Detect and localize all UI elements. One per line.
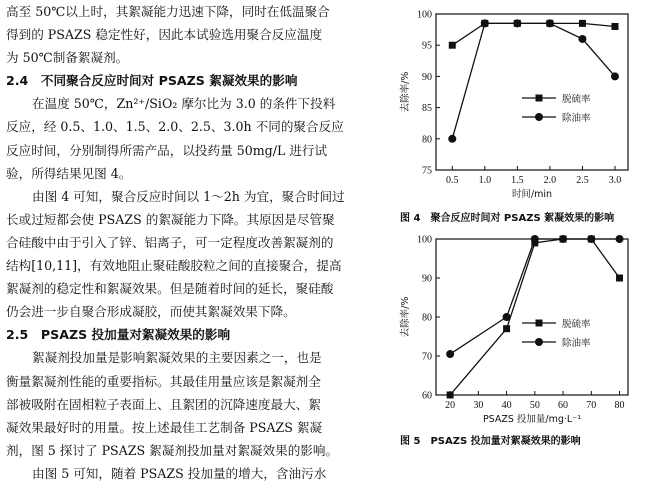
paragraph-line: 凝效果最好时的用量。按上述最佳工艺制备 PSAZS 絮凝 [6,419,323,435]
legend-marker-circle [535,338,543,346]
x-tick-label: 80 [614,400,625,411]
figure-4-chart [396,0,651,200]
section-heading: 2.4 不同聚合反应时间对 PSAZS 絮凝效果的影响 [6,73,298,89]
y-tick-label: 60 [422,390,432,402]
x-tick-label: 40 [501,400,512,411]
x-tick-label: 20 [445,400,456,411]
data-point-square [447,392,454,399]
data-point-circle [587,235,595,243]
x-tick-label: 50 [529,400,540,411]
series-line-2 [450,239,619,354]
x-tick-label: 1.5 [511,175,524,186]
data-point-square [616,275,623,282]
paragraph-line: 得到的 PSAZS 稳定性好，因此本试验选用聚合反应温度 [6,27,323,43]
data-point-circle [513,19,521,27]
legend-label: 脱硫率 [562,319,591,330]
data-point-square [611,23,618,30]
legend-marker-circle [535,113,543,121]
data-point-circle [446,350,454,358]
paragraph-line: 在温度 50℃，Zn²⁺/SiO₂ 摩尔比为 3.0 的条件下投料 [32,96,336,112]
y-tick-label: 90 [422,273,432,285]
x-tick-label: 1.0 [478,175,492,186]
paragraph-line: 验，所得结果见图 4。 [6,165,132,181]
paragraph-line: 由图 5 可知，随着 PSAZS 投加量的增大，含油污水 [32,465,327,481]
data-point-circle [546,19,554,27]
series-line-2 [452,23,615,138]
plot-frame [436,239,628,395]
legend-marker-square [536,95,543,102]
data-point-circle [616,235,624,243]
figure-4-caption: 图 4 聚合反应时间对 PSAZS 絮凝效果的影响 [400,213,615,224]
y-tick-label: 70 [422,351,432,363]
y-tick-label: 100 [417,234,432,246]
figure-5-caption: 图 5 PSAZS 投加量对絮凝效果的影响 [400,436,581,447]
x-tick-label: 3.0 [608,175,622,186]
paragraph-line: 絮凝剂投加量是影响絮凝效果的主要因素之一，也是 [32,350,322,366]
data-point-square [579,20,586,27]
paragraph-line: 结构[10,11]，有效地阻止聚硅酸胶粒之间的直接聚合，提高 [6,258,342,274]
legend-label: 除油率 [562,113,591,124]
x-axis-label: 时间/min [511,189,553,200]
paragraph-line: 部被吸附在固相粒子表面上、且絮团的沉降速度最大、絮 [6,396,321,412]
series-line-1 [450,239,619,395]
y-tick-label: 90 [422,71,432,83]
y-tick-label: 80 [422,134,432,146]
legend-label: 脱硫率 [562,94,591,105]
paragraph-line: 仍会进一步自聚合形成凝胶，而使其絮凝效果下降。 [6,304,296,320]
figure-4 [396,0,651,200]
section-heading: 2.5 PSAZS 投加量对絮凝效果的影响 [6,327,231,343]
data-point-circle [578,35,586,43]
y-tick-label: 95 [422,40,432,52]
paragraph-line: 反应，经 0.5、1.0、1.5、2.0、2.5、3.0h 不同的聚合反应 [6,119,344,135]
x-axis-label: PSAZS 投加量/mg·L⁻¹ [482,414,582,425]
y-tick-label: 85 [422,103,432,115]
series-line-1 [452,23,615,45]
figure-5-chart [396,225,651,425]
body-text-column [6,0,396,485]
paragraph-line: 衡量絮凝剂性能的重要指标。其最佳用量应该是絮凝剂全 [6,373,321,389]
y-axis-label: 去除率/% [400,71,411,113]
paragraph-line: 由图 4 可知，聚合反应时间以 1～2h 为宜，聚合时间过 [32,188,345,204]
data-point-circle [611,72,619,80]
data-point-circle [503,313,511,321]
paragraph-line: 絮凝剂的稳定性和絮凝效果。但是随着时间的延长，聚硅酸 [6,281,334,297]
x-tick-label: 70 [586,400,597,411]
paragraph-line: 反应时间，分别制得所需产品，以投药量 50mg/L 进行试 [6,142,328,158]
paragraph-line: 为 50℃制备絮凝剂。 [6,50,129,66]
data-point-circle [448,135,456,143]
figure-5 [396,225,651,425]
paragraph-line: 长或过短都会使 PSAZS 的絮凝能力下降。其原因是尽管聚 [6,211,335,227]
paragraph-line: 高至 50℃以上时，其絮凝能力迅速下降，同时在低温聚合 [6,4,330,19]
y-tick-label: 100 [417,9,432,21]
x-tick-label: 2.5 [576,175,589,186]
data-point-circle [481,19,489,27]
x-tick-label: 0.5 [446,175,459,186]
legend-marker-square [536,320,543,327]
data-point-circle [531,235,539,243]
x-tick-label: 60 [558,400,569,411]
legend-label: 除油率 [562,338,591,349]
x-tick-label: 2.0 [543,175,557,186]
y-tick-label: 80 [422,312,432,324]
y-axis-label: 去除率/% [400,296,411,338]
data-point-square [449,42,456,49]
paragraph-line: 剂，图 5 探讨了 PSAZS 絮凝剂投加量对絮凝效果的影响。 [6,442,339,458]
data-point-circle [559,235,567,243]
paragraph-line: 合硅酸中由于引入了锌、铝离子，可一定程度改善絮凝剂的 [6,234,334,250]
y-tick-label: 75 [422,165,432,177]
x-tick-label: 30 [473,400,484,411]
data-point-square [503,325,510,332]
